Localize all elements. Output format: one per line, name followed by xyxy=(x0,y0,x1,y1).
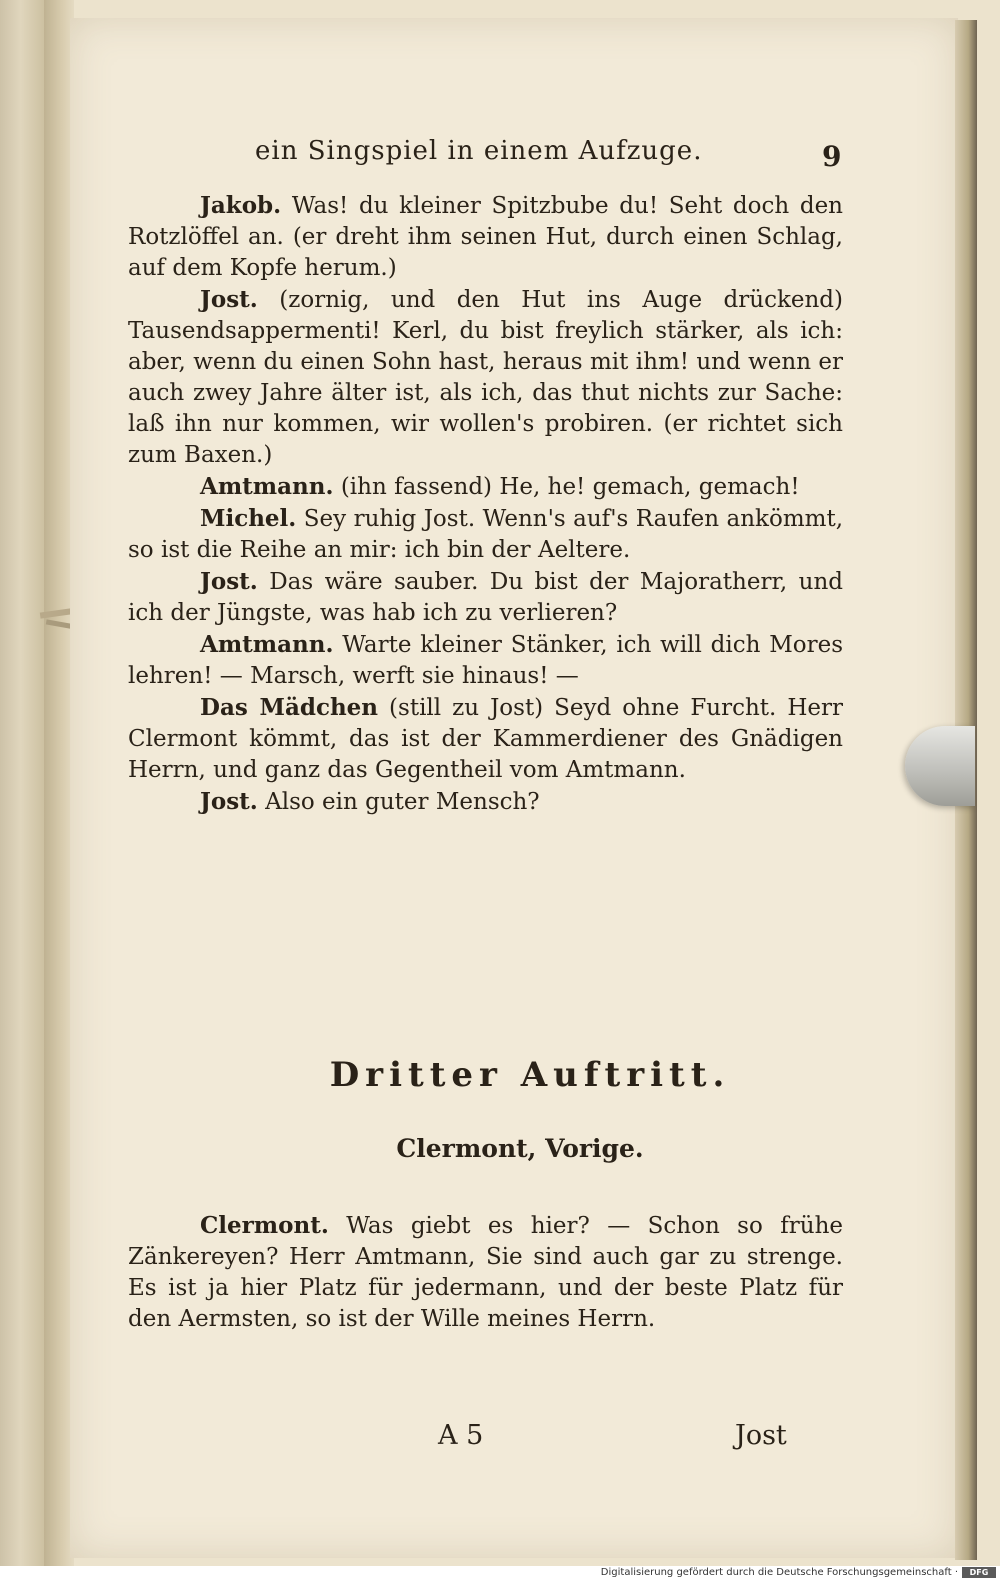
speaker-name: Jost. xyxy=(200,568,258,595)
previous-page-edge xyxy=(0,0,46,1566)
speaker-name: Jakob. xyxy=(200,192,282,219)
dialogue-text: Also ein guter Mensch? xyxy=(265,789,540,815)
dialogue-text: Das wäre sauber. Du bist der Majoratherr, und ich der Jüngste, was hab ich zu verlieren? xyxy=(128,569,843,626)
page-number: 9 xyxy=(822,140,842,173)
running-head: ein Singspiel in einem Aufzuge. xyxy=(255,136,703,166)
dialogue-line xyxy=(128,566,843,629)
footer-credit: Digitalisierung gefördert durch die Deutsche Forschungsgemeinschaft · xyxy=(600,1567,958,1578)
speaker-name: Amtmann. xyxy=(200,631,334,658)
dialogue-text: (ihn fassend) He, he! gemach, gemach! xyxy=(340,474,800,500)
speaker-name: Das Mädchen xyxy=(200,694,379,721)
signature-mark: A 5 xyxy=(438,1420,484,1451)
dialogue-text: Sey ruhig Jost. Wenn's auf's Raufen ankömmt, so ist die Reihe an mir: ich bin der Aeltere. xyxy=(128,506,844,563)
dialogue-text: Was giebt es hier? — Schon so frühe Zänkereyen? Herr Amtmann, Sie sind auch gar zu strenge. Es ist ja hier Platz für jedermann, und der beste Platz für den Aermsten, so ist der Wille meines Herrn. xyxy=(128,1213,843,1332)
dialogue-text: (still zu Jost) Seyd ohne Furcht. Herr Clermont kömmt, das ist der Kammerdiener des Gnädigen Herrn, und ganz das Gegentheil vom Amtmann. xyxy=(128,695,844,783)
dialogue-bottom xyxy=(128,1210,843,1335)
speaker-name: Clermont. xyxy=(200,1212,329,1239)
speaker-name: Jost. xyxy=(200,286,258,313)
dialogue-line xyxy=(128,190,843,284)
scene-title xyxy=(0,1055,1000,1095)
dialogue-line xyxy=(128,786,843,818)
scene-characters-text: Clermont, Vorige. xyxy=(396,1134,644,1163)
dialogue-text: Was! du kleiner Spitzbube du! Seht doch den Rotzlöffel an. (er dreht ihm seinen Hut, durch einen Schlag, auf dem Kopfe herum.) xyxy=(128,193,843,281)
footer-bar xyxy=(0,1566,1000,1579)
speaker-name: Amtmann. xyxy=(200,473,334,500)
dialogue-line xyxy=(128,1210,843,1335)
dialogue-text: Warte kleiner Stänker, ich will dich Mores lehren! — Marsch, werft sie hinaus! — xyxy=(128,632,844,689)
scene-characters xyxy=(0,1134,1000,1163)
catchword: Jost xyxy=(735,1420,787,1451)
dialogue-line xyxy=(128,471,843,503)
dialogue-line xyxy=(128,503,843,566)
dialogue-line xyxy=(128,284,843,471)
page-clip xyxy=(905,726,975,806)
dialogue-text: (zornig, und den Hut ins Auge drückend) Tausendsappermenti! Kerl, du bist freylich stärker, als ich: aber, wenn du einen Sohn hast, heraus mit ihm! und wenn er auch zwey Jahre älter ist, als ich, das thut nichts zur Sache: laß ihn nur kommen, wir wollen's probiren. (er richtet sich zum Baxen.) xyxy=(128,287,844,468)
speaker-name: Michel. xyxy=(200,505,297,532)
scene-title-text: Dritter Auftritt. xyxy=(329,1055,731,1095)
dialogue-top xyxy=(128,190,843,818)
dfg-logo: DFG xyxy=(962,1567,996,1578)
speaker-name: Jost. xyxy=(200,788,258,815)
dialogue-line xyxy=(128,692,843,786)
dialogue-line xyxy=(128,629,843,692)
